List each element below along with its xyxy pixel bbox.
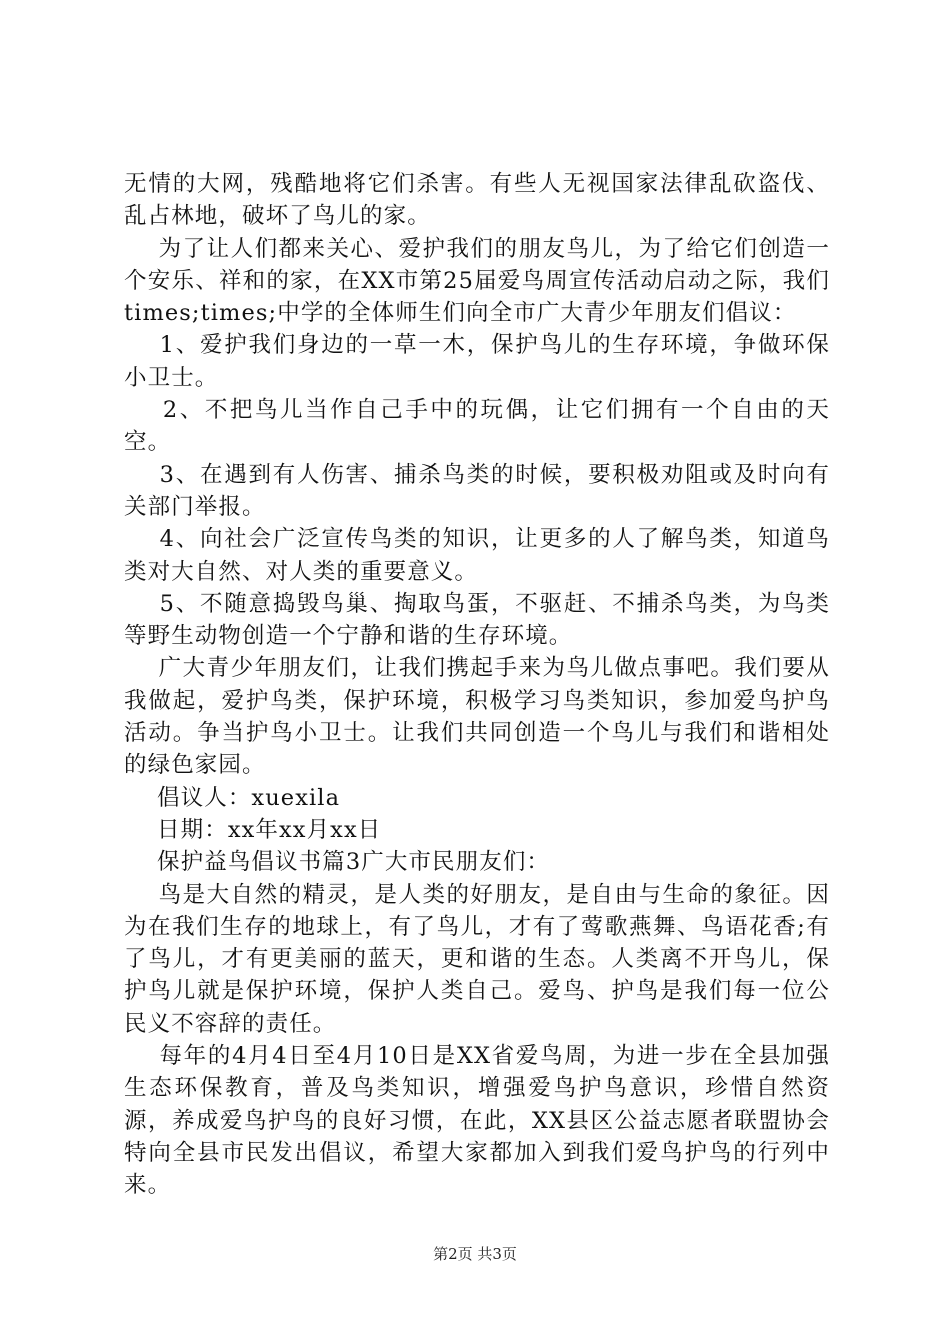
paragraph: 广大青少年朋友们，让我们携起手来为鸟儿做点事吧。我们要从我做起，爱护鸟类，保护环境，积极学习鸟类知识，参加爱鸟护鸟活动。争当护鸟小卫士。让我们共同创造一个鸟儿与我们和谐相处的绿色家园。 [124, 655, 830, 779]
signature-line: 倡议人：xuexila [124, 784, 341, 811]
list-item: 5、不随意捣毁鸟巢、掏取鸟蛋，不驱赶、不捕杀鸟类，为鸟类等野生动物创造一个宁静和谐的生存环境。 [124, 590, 830, 650]
list-item: 3、在遇到有人伤害、捕杀鸟类的时候，要积极劝阻或及时向有关部门举报。 [124, 461, 830, 520]
paragraph: 为了让人们都来关心、爱护我们的朋友鸟儿，为了给它们创造一个安乐、祥和的家，在XX市第25届爱鸟周宣传活动启动之际，我们times;times;中学的全体师生们向全市广大青少年朋友们倡议： [124, 235, 830, 327]
paragraph: 每年的4月4日至4月10日是XX省爱鸟周，为进一步在全县加强生态环保教育，普及鸟类知识，增强爱鸟护鸟意识，珍惜自然资源，养成爱鸟护鸟的良好习惯，在此，XX县区公益志愿者联盟协会特向全县市民发出倡议，希望大家都加入到我们爱鸟护鸟的行列中来。 [124, 1043, 830, 1199]
page-number-footer: 第2页 共3页 [433, 1245, 517, 1263]
section-heading: 保护益鸟倡议书篇3广大市民朋友们： [124, 849, 551, 876]
list-item: 2、不把鸟儿当作自己手中的玩偶，让它们拥有一个自由的天空。 [124, 397, 830, 456]
list-item: 1、爱护我们身边的一草一木，保护鸟儿的生存环境，争做环保小卫士。 [124, 332, 830, 391]
list-item: 4、向社会广泛宣传鸟类的知识，让更多的人了解鸟类，知道鸟类对大自然、对人类的重要意义。 [124, 526, 830, 585]
date-line: 日期：xx年xx月xx日 [124, 816, 382, 843]
paragraph: 鸟是大自然的精灵，是人类的好朋友，是自由与生命的象征。因为在我们生存的地球上，有了鸟儿，才有了莺歌燕舞、鸟语花香;有了鸟儿，才有更美丽的蓝天，更和谐的生态。人类离不开鸟儿，保护鸟儿就是保护环境，保护人类自己。爱鸟、护鸟是我们每一位公民义不容辞的责任。 [124, 881, 830, 1037]
document-body [124, 168, 830, 1202]
paragraph: 无情的大网，残酷地将它们杀害。有些人无视国家法律乱砍盗伐、乱占林地，破坏了鸟儿的家。 [124, 171, 830, 230]
